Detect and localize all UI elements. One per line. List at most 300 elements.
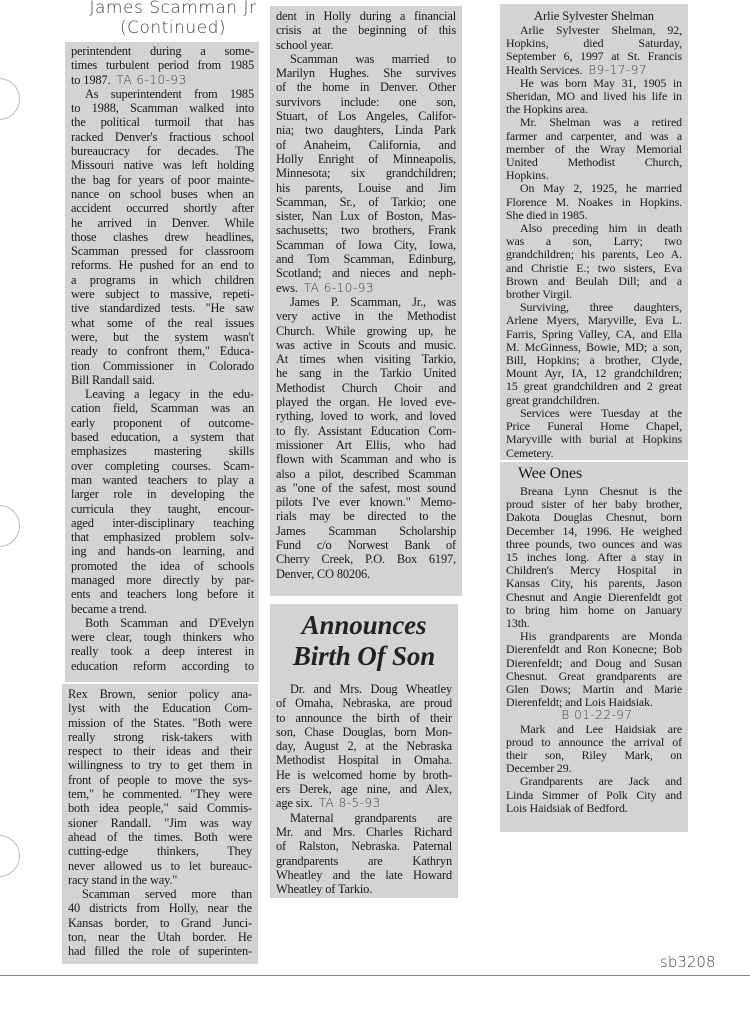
text-line — [71, 487, 254, 501]
text-line — [71, 602, 254, 616]
text-line — [71, 144, 254, 158]
line-text: early proponent of outcome- — [71, 415, 254, 430]
line-text: and Tom Scamman, Edinburg, — [276, 252, 456, 267]
line-text: Kansas border, to Grand Junci- — [68, 915, 252, 930]
text-line — [71, 316, 254, 330]
line-text: school year. — [276, 37, 334, 52]
line-text: Mount Ayr, IA, 12 grandchildren; — [506, 366, 682, 381]
line-text: great grandchildren. — [506, 392, 600, 407]
line-text: the political turmoil that has — [71, 115, 254, 130]
line-text: Services were Tuesday at the — [520, 405, 682, 420]
text-line — [276, 768, 452, 782]
line-text: Cherry Creek, P.O. Box 6197, — [276, 552, 456, 567]
text-line — [71, 115, 254, 129]
text-line — [71, 473, 254, 487]
line-text: 40 districts from Holly, near the — [68, 901, 252, 916]
line-text: promoted the idea of schools — [71, 558, 254, 573]
text-line — [68, 701, 252, 715]
line-text: education reform according to — [71, 658, 254, 673]
line-text: rything, loved to work, and loved — [276, 409, 456, 424]
line-text: grandchildren; his parents, Leo A. — [506, 247, 682, 262]
text-line — [68, 758, 252, 772]
text-line — [68, 744, 252, 758]
page-edge — [0, 975, 750, 976]
line-text: Farris, Spring Valley, CA, and Ella — [506, 326, 682, 341]
line-text: ing and hands-on learning, and — [71, 544, 254, 559]
line-text: really strong risk-takers with — [68, 729, 252, 744]
line-text: Maternal grandparents are — [290, 810, 452, 825]
line-text: James P. Scamman, Jr., was — [290, 294, 456, 309]
line-text: Cemetery. — [506, 445, 554, 460]
text-line — [276, 467, 456, 481]
line-text: Both Scamman and D'Evelyn — [85, 615, 254, 630]
line-text: sachusetts; two brothers, Frank — [276, 223, 456, 238]
text-line — [276, 266, 456, 280]
line-text: crisis at the beginning of this — [276, 23, 456, 38]
text-line — [71, 544, 254, 558]
line-text: were subject to massive, repeti- — [71, 287, 254, 302]
line-text: cation field, Scamman was an — [71, 401, 254, 416]
line-text: aged inter-disciplinary teaching — [71, 515, 254, 530]
line-text: son, Chase Douglas, born Mon- — [276, 724, 452, 739]
line-text: September 6, 1997 at St. Francis — [506, 49, 682, 64]
text-line — [68, 816, 252, 830]
line-text: were, but the system wasn't — [71, 329, 254, 344]
line-text: December 29. — [506, 761, 572, 776]
line-text: his parents, Louise and Jim — [276, 180, 456, 195]
text-line — [276, 509, 456, 523]
text-line — [276, 711, 452, 725]
line-text: Methodist Hospital in Omaha. — [276, 753, 452, 768]
line-text: On May 2, 1925, he married — [520, 181, 682, 196]
line-text: farmer and carpenter, and was a — [506, 128, 682, 143]
handwritten-date-note: B9-17-97 — [588, 62, 648, 77]
text-line — [71, 287, 254, 301]
text-line — [71, 444, 254, 458]
line-text: Arlene Myers, Maryville, Eva L. — [506, 313, 682, 328]
line-text: curricula they taught, encour- — [71, 501, 254, 516]
line-text: really took a deep interest in — [71, 644, 254, 659]
line-text: M. McGinness, Bowie, MD; a son, — [506, 339, 682, 354]
text-line — [276, 309, 456, 323]
binder-hole — [0, 505, 20, 547]
text-line — [276, 109, 456, 123]
text-line — [276, 725, 452, 739]
line-text: lyst with the Education Com- — [68, 701, 252, 716]
line-text: to fly. Assistant Education Com- — [276, 423, 456, 438]
text-line — [276, 409, 456, 423]
line-text: brother Virgil. — [506, 287, 573, 302]
text-line — [71, 187, 254, 201]
line-text: Surviving, three daughters, — [520, 300, 682, 315]
text-line — [276, 281, 456, 295]
text-line — [276, 524, 456, 538]
line-text: ahead of the times. Both were — [68, 829, 252, 844]
line-text: to 1987. — [71, 72, 111, 87]
text-line — [276, 381, 456, 395]
birth-headline — [276, 610, 452, 672]
text-line — [276, 682, 452, 696]
text-line — [276, 195, 456, 209]
line-text: Hopkins. — [506, 168, 549, 183]
line-text: emphasizes mastering skills — [71, 444, 254, 459]
obituary-body — [506, 24, 682, 460]
text-line — [71, 58, 254, 72]
line-text: As superintendent from 1985 — [85, 86, 254, 101]
line-text: what some of the real issues — [71, 315, 254, 330]
line-text: grandparents are Kathryn — [276, 853, 452, 868]
line-text: Brown and Beulah Dill; and a — [506, 273, 682, 288]
line-text: of Ralston, Nebraska. Paternal — [276, 839, 452, 854]
header-subtitle: (Continued) — [120, 18, 226, 38]
line-text: pilots I've ever known." Memo- — [276, 495, 456, 510]
scamman-obituary-clipping-part3 — [270, 6, 462, 596]
line-text: reforms. He pushed for an end to — [71, 258, 254, 273]
text-line — [276, 324, 456, 338]
line-text: the bag for years of poor mainte- — [71, 172, 254, 187]
text-line — [276, 295, 456, 309]
line-text: tive standardized tests. "He saw — [71, 301, 254, 316]
line-text: mission of the States. "Both were — [68, 715, 252, 730]
line-text: of Anaheim, California, and — [276, 137, 456, 152]
line-text: 15 great grandchildren and 2 great — [506, 379, 682, 394]
line-text: became a trend. — [71, 601, 147, 616]
line-text: flown with Scamman and who is — [276, 452, 456, 467]
text-line — [276, 438, 456, 452]
line-text: to bring him home on January — [506, 602, 682, 617]
line-text: day, August 2, at the Nebraska — [276, 739, 452, 754]
line-text: Methodist Church Choir and — [276, 380, 456, 395]
text-line — [276, 95, 456, 109]
line-text: Chesnut. Great grandparents are — [506, 668, 682, 683]
line-text: was active in Scouts and music. — [276, 337, 456, 352]
text-line — [506, 604, 682, 617]
line-text: accident occurred shortly after — [71, 201, 254, 216]
line-text: played the organ. He loved eve- — [276, 395, 456, 410]
text-line — [276, 567, 456, 581]
line-text: missioner Art Ellis, who had — [276, 437, 456, 452]
text-line — [276, 352, 456, 366]
line-text: ews. — [276, 280, 298, 295]
line-text: was a son, Larry; two — [506, 234, 682, 249]
line-text: sioner Randall. "Jim was way — [68, 815, 252, 830]
text-line — [68, 730, 252, 744]
line-text: Glen Dows; Martin and Marie — [506, 682, 682, 697]
obituary-title: Arlie Sylvester Shelman — [534, 9, 654, 23]
text-line — [68, 930, 252, 944]
line-text: 15 inches long. After a stay in — [506, 550, 682, 565]
line-text: rials may be directed to the — [276, 509, 456, 524]
text-line — [276, 66, 456, 80]
birth-body — [276, 682, 452, 896]
text-line — [71, 659, 254, 673]
text-line — [276, 868, 452, 882]
line-text: Florence M. Noakes in Hopkins. — [506, 194, 682, 209]
line-text: managed more directly by par- — [71, 572, 254, 587]
birth-announcement-clipping — [270, 604, 458, 898]
text-line — [68, 844, 252, 858]
text-line — [276, 424, 456, 438]
text-line — [71, 387, 254, 401]
column-title: Wee Ones — [518, 465, 583, 482]
line-text: Minnesota; six grandchildren; — [276, 166, 456, 181]
line-text: Health Services. — [506, 62, 583, 77]
line-text: racy stand in the way." — [68, 872, 178, 887]
text-line — [276, 152, 456, 166]
text-line — [276, 395, 456, 409]
text-line — [68, 830, 252, 844]
line-text: His grandparents are Monda — [520, 629, 682, 644]
line-text: Church. While growing up, he — [276, 323, 456, 338]
line-text: ready to confront them," Educa- — [71, 344, 254, 359]
text-line — [71, 616, 254, 630]
text-line — [71, 130, 254, 144]
handwritten-header — [88, 0, 258, 38]
line-text: Stuart, of Los Angeles, Califor- — [276, 109, 456, 124]
text-line — [276, 696, 452, 710]
line-text: Hopkins, died Saturday, — [506, 36, 682, 51]
text-line — [276, 782, 452, 796]
text-line — [71, 430, 254, 444]
text-line — [71, 258, 254, 272]
line-text: Arlie Sylvester Shelman, 92, — [520, 23, 682, 37]
line-text: At times when visiting Tarkio, — [276, 352, 456, 367]
handwritten-date-note: TA 8-5-93 — [318, 796, 381, 811]
text-line — [276, 753, 452, 767]
line-text: were clear, tough thinkers who — [71, 630, 254, 645]
text-line — [276, 552, 456, 566]
text-line — [276, 23, 456, 37]
line-text: respect to their ideas and their — [68, 744, 252, 759]
text-line — [276, 739, 452, 753]
line-text: three pounds, two ounces and was — [506, 536, 682, 551]
line-text: Scamman, Sr., of Tarkio; one — [276, 194, 456, 209]
binder-hole — [0, 78, 20, 120]
line-text: of the home in Denver. Other — [276, 80, 456, 95]
text-line — [276, 252, 456, 266]
handwritten-date-note: TA 6-10-93 — [116, 72, 187, 87]
line-text: bureaucracy for decades. The — [71, 144, 254, 159]
line-text: willingness to try to get them in — [68, 758, 252, 773]
text-line — [276, 481, 456, 495]
line-text: He is welcomed home by broth- — [276, 767, 452, 782]
text-line — [71, 459, 254, 473]
line-text: Mark and Lee Haidsiak are — [520, 721, 682, 736]
text-line — [71, 630, 254, 644]
line-text: Fund c/o Norwest Bank of — [276, 537, 456, 552]
text-line — [68, 773, 252, 787]
text-line — [71, 158, 254, 172]
line-text: She died in 1985. — [506, 207, 588, 222]
scamman-obituary-clipping-part1 — [65, 42, 259, 682]
line-text: Breana Lynn Chesnut is the — [520, 484, 682, 498]
line-text: Leaving a legacy in the edu- — [85, 387, 254, 402]
line-text: to 1988, Scamman walked into — [71, 101, 254, 116]
line-text: Chesnut and Angie Dierenfeldt got — [506, 589, 682, 604]
text-line — [276, 52, 456, 66]
text-line — [71, 301, 254, 315]
text-line — [71, 359, 254, 373]
line-text: their son, Riley Mark, on — [506, 748, 682, 763]
text-line — [71, 201, 254, 215]
line-text: ers Derek, age nine, and Alex, — [276, 782, 452, 797]
text-line — [276, 138, 456, 152]
text-line — [276, 854, 452, 868]
line-text: Wheatley of Tarkio. — [276, 882, 373, 897]
line-text: very active in the Methodist — [276, 309, 456, 324]
line-text: Lois Haidsiak of Bedford. — [506, 800, 628, 815]
line-text: nia; two daughters, Linda Park — [276, 123, 456, 138]
line-text: that emphasized problem solv- — [71, 530, 254, 545]
line-text: ton, near the Utah border. He — [68, 930, 252, 945]
text-line — [276, 209, 456, 223]
line-text: Grandparents are Jack and — [520, 774, 682, 789]
line-text: Rex Brown, senior policy ana- — [68, 687, 252, 701]
text-line — [276, 839, 452, 853]
line-text: Dierenfeldt; and Doug and Susan — [506, 655, 682, 670]
line-text: Dierenfeldt; and Lois Haidsiak. — [506, 695, 653, 710]
line-text: both idea people," said Commis- — [68, 801, 252, 816]
line-text: Dakota Douglas Chesnut, born — [506, 510, 682, 525]
text-line — [71, 416, 254, 430]
line-text: man wanted teachers to play a — [71, 472, 254, 487]
text-line — [71, 587, 254, 601]
line-text: Also preceding him in death — [520, 221, 682, 236]
text-line — [276, 123, 456, 137]
line-text: and Christie E.; two sisters, Eva — [506, 260, 682, 275]
text-line — [68, 873, 252, 887]
text-line — [68, 801, 252, 815]
line-text: Bill, Hopkins; a brother, Clyde, — [506, 353, 682, 368]
text-line — [68, 859, 252, 873]
text-line — [71, 330, 254, 344]
text-line — [68, 901, 252, 915]
line-text: James Scamman Scholarship — [276, 523, 456, 538]
line-text: Kansas City, his parents, Jason — [506, 576, 682, 591]
text-line — [276, 338, 456, 352]
text-line — [71, 644, 254, 658]
text-line — [68, 916, 252, 930]
line-text: sister, Nan Lux of Boston, Mas- — [276, 209, 456, 224]
page-number: sb3208 — [660, 953, 716, 971]
line-text: survivors include: one son, — [276, 94, 456, 109]
text-line — [276, 80, 456, 94]
line-text: he arrived in Denver. While — [71, 215, 254, 230]
text-line — [276, 796, 452, 810]
line-text: a programs in which children — [71, 272, 254, 287]
text-line — [276, 366, 456, 380]
line-text: December 14, 1996. He weighed — [506, 523, 682, 538]
handwritten-date-note: B 01-22-97 — [561, 708, 633, 723]
line-text: to announce the birth of their — [276, 710, 452, 725]
line-text: tion Commissioner in Colorado — [71, 358, 254, 373]
line-text: larger role in developing the — [71, 487, 254, 502]
scamman-obituary-clipping-part2 — [62, 684, 258, 964]
line-text: Scotland; and nieces and neph- — [276, 266, 456, 281]
text-line — [68, 687, 252, 701]
text-line — [71, 44, 254, 58]
line-text: Bill Randall said. — [71, 372, 155, 387]
line-text: he sang in the Tarkio United — [276, 366, 456, 381]
shelman-obituary-clipping — [500, 4, 688, 460]
text-line — [71, 573, 254, 587]
text-line — [276, 166, 456, 180]
line-text: proud sister of her baby brother, — [506, 497, 682, 512]
text-line — [71, 244, 254, 258]
line-text: the Hopkins area. — [506, 102, 588, 117]
text-line — [276, 825, 452, 839]
wee-ones-clipping — [500, 462, 688, 832]
line-text: age six. — [276, 796, 313, 811]
line-text: times turbulent period from 1985 — [71, 58, 254, 73]
line-text: 13th. — [506, 616, 530, 631]
text-line — [71, 101, 254, 115]
line-text: Marilyn Hughes. She survives — [276, 66, 456, 81]
line-text: Missouri native was left holding — [71, 158, 254, 173]
text-line — [71, 273, 254, 287]
line-text: He was born May 31, 1905 in — [520, 75, 682, 90]
text-line — [71, 559, 254, 573]
line-text: Scamman of Iowa City, Iowa, — [276, 237, 456, 252]
line-text: Wheatley and the late Howard — [276, 867, 452, 882]
line-text: dent in Holly during a financial — [276, 9, 456, 23]
line-text: front of people to move the sys- — [68, 772, 252, 787]
line-text: proud to announce the arrival of — [506, 734, 682, 749]
line-text: over completing courses. Scam- — [71, 458, 254, 473]
line-text: Dierenfeldt and Ron Konecne; Bob — [506, 642, 682, 657]
text-line — [71, 530, 254, 544]
text-line — [71, 344, 254, 358]
text-line — [276, 811, 452, 825]
line-text: based education, a system that — [71, 430, 254, 445]
text-line — [71, 173, 254, 187]
line-text: member of the Wray Memorial — [506, 141, 682, 156]
line-text: perintendent during a some- — [71, 44, 254, 58]
text-line — [71, 502, 254, 516]
line-text: Price Funeral Home Chapel, — [506, 419, 682, 434]
line-text: those clashes drew headlines, — [71, 229, 254, 244]
text-line — [506, 447, 682, 460]
text-line — [276, 538, 456, 552]
text-line — [71, 516, 254, 530]
line-text: Mr. and Mrs. Charles Richard — [276, 824, 452, 839]
headline-line: Birth Of Son — [292, 641, 436, 671]
line-text: as "one of the safest, most sound — [276, 480, 456, 495]
line-text: Linda Simmer of Polk City and — [506, 787, 682, 802]
text-line — [71, 230, 254, 244]
line-text: Dr. and Mrs. Doug Wheatley — [290, 682, 452, 696]
text-line — [276, 38, 456, 52]
line-text: Scamman pressed for classroom — [71, 244, 254, 259]
line-text: cutting-edge thinkers, They — [68, 844, 252, 859]
text-line — [276, 9, 456, 23]
text-line — [71, 216, 254, 230]
text-line — [71, 87, 254, 101]
line-text: Children's Mercy Hospital in — [506, 563, 682, 578]
text-line — [276, 223, 456, 237]
text-line — [71, 401, 254, 415]
line-text: Maryville with burial at Hopkins — [506, 432, 682, 447]
text-line — [276, 238, 456, 252]
wee-ones-body — [506, 485, 682, 815]
text-line — [276, 452, 456, 466]
line-text: had filled the role of superinten- — [68, 944, 252, 959]
line-text: nance on school buses when an — [71, 186, 254, 201]
line-text: Holly Enright of Minneapolis, — [276, 151, 456, 166]
line-text: ents and teachers long before it — [71, 587, 254, 602]
line-text: racked Denver's fractious school — [71, 129, 254, 144]
text-line — [68, 787, 252, 801]
